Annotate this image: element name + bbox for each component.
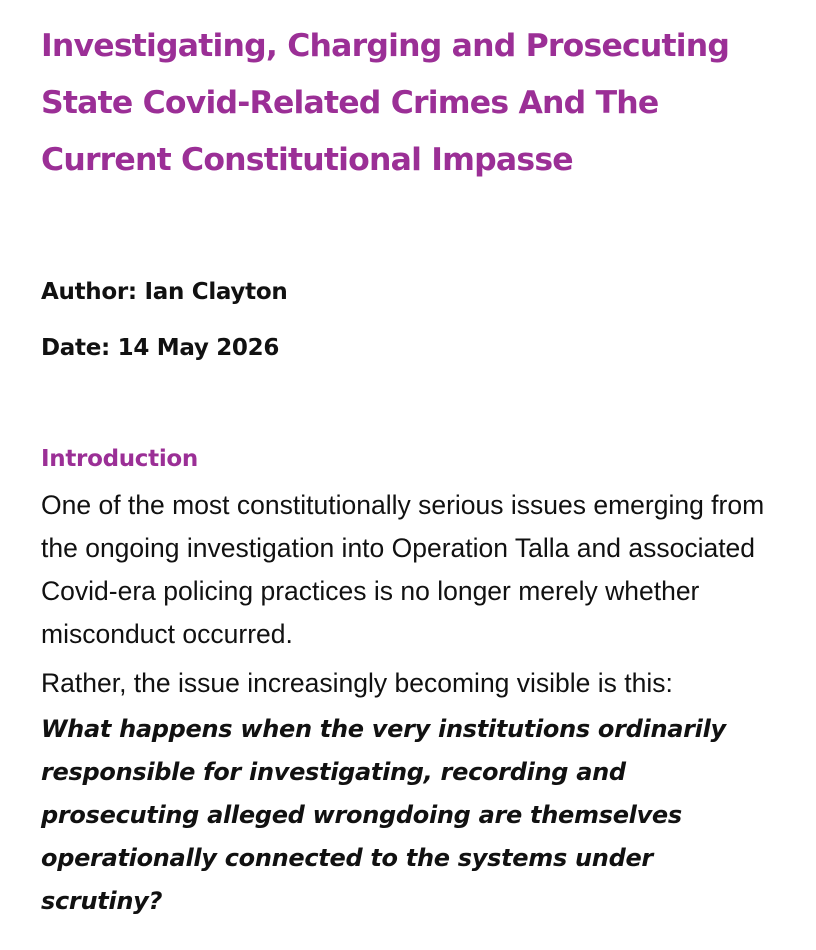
article-title: Investigating, Charging and Prosecuting State Covid-Related Crimes And The Current Constitutional Impasse <box>41 28 730 178</box>
intro-emphasis-question: What happens when the very institutions ordinarily responsible for investigating, recording and prosecuting alleged wrongdoing are themselves operationally connected to the systems under scrutiny? <box>41 715 726 915</box>
date-line: Date: 14 May 2026 <box>41 335 280 361</box>
intro-paragraph-1: One of the most constitutionally serious issues emerging from the ongoing investigation into Operation Talla and associated Covid-era policing practices is no longer merely whether misconduct occurred. <box>41 490 765 649</box>
section-heading-introduction: Introduction <box>41 446 198 472</box>
author-line: Author: Ian Clayton <box>41 279 288 305</box>
intro-paragraph-2: Rather, the issue increasingly becoming visible is this: <box>41 668 673 698</box>
